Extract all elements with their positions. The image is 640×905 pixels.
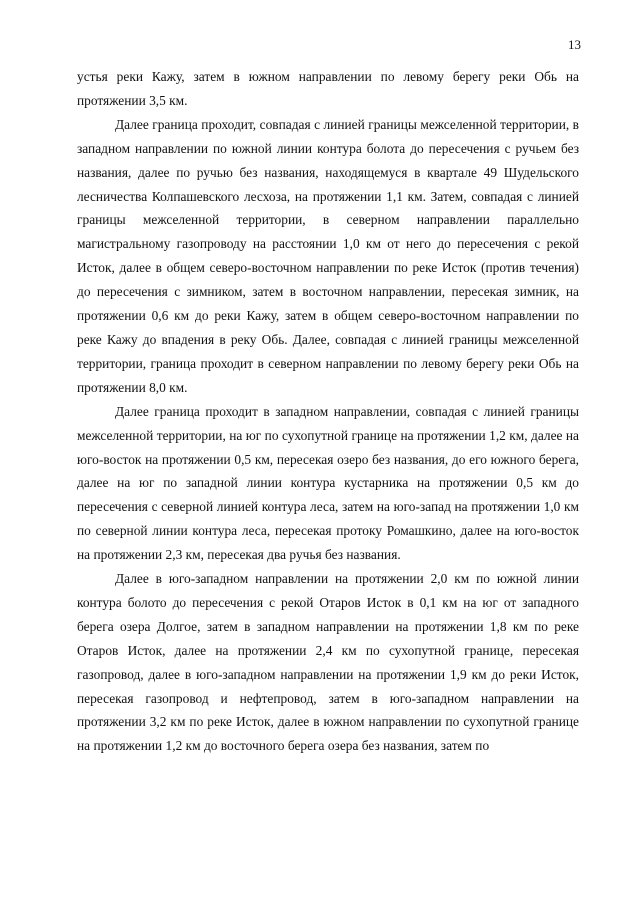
- document-body: [77, 65, 579, 758]
- paragraph: Далее граница проходит, совпадая с линией границы межселенной территории, в западном направлении по южной линии контура болота до пересечения с ручьем без названия, далее по ручью без названия, находящемуся в квартале 49 Шудельского лесничества Колпашевского лесхоза, на протяжении 1,1 км. Затем, совпадая с линией границы межселенной территории, в северном направлении параллельно магистральному газопроводу на расстоянии 1,0 км от него до пересечения с рекой Исток, далее в общем северо-восточном направлении по реке Исток (против течения) до пересечения с зимником, затем в восточном направлении, пересекая зимник, на протяжении 0,6 км до реки Кажу, затем в общем северо-восточном направлении по реке Кажу до впадения в реку Обь. Далее, совпадая с линией границы межселенной территории, граница проходит в северном направлении по левому берегу реки Обь на протяжении 8,0 км.: [77, 116, 579, 395]
- paragraph: Далее граница проходит в западном направлении, совпадая с линией границы межселенной территории, на юг по сухопутной границе на протяжении 1,2 км, далее на юго-восток на протяжении 0,5 км, пересекая озеро без названия, до его южного берега, далее на юг по западной линии контура кустарника на протяжении 0,5 км до пересечения с северной линией контура леса, затем на юго-запад на протяжении 1,0 км по северной линии контура леса, пересекая протоку Ромашкино, далее на юго-восток на протяжении 2,3 км, пересекая два ручья без названия.: [77, 403, 579, 563]
- paragraph-continuation: устья реки Кажу, затем в южном направлении по левому берегу реки Обь на протяжении 3,5 км.: [77, 69, 579, 108]
- page-number: 13: [568, 37, 581, 52]
- paragraph: Далее в юго-западном направлении на протяжении 2,0 км по южной линии контура болото до пересечения с рекой Отаров Исток в 0,1 км на юг от западного берега озера Долгое, затем в западном направлении на протяжении 1,8 км по реке Отаров Исток, далее на протяжении 2,4 км по сухопутной границе, пересекая газопровод, далее в юго-западном направлении на протяжении 1,9 км до реки Исток, пересекая газопровод и нефтепровод, затем в юго-западном направлении на протяжении 3,2 км по реке Исток, далее в южном направлении по сухопутной границе на протяжении 1,2 км до восточного берега озера без названия, затем по: [77, 571, 579, 754]
